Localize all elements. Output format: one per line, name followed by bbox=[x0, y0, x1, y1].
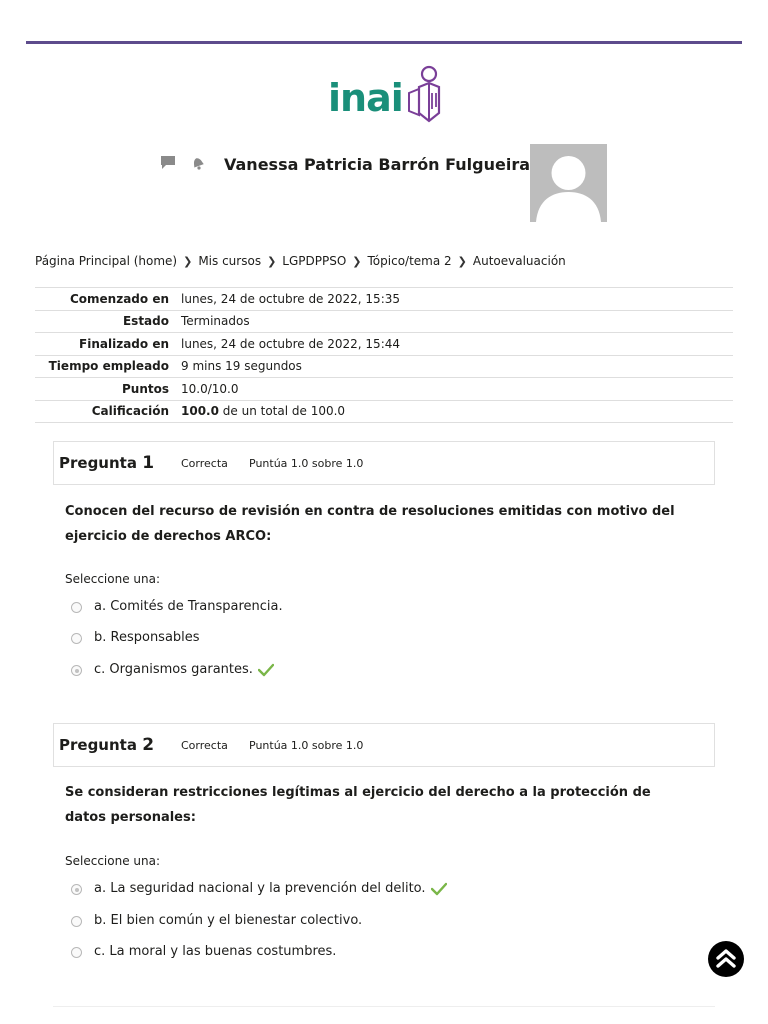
avatar[interactable] bbox=[530, 144, 607, 222]
breadcrumb-course[interactable]: LGPDPPSO bbox=[282, 254, 347, 268]
summary-label: Puntos bbox=[121, 381, 169, 396]
breadcrumb-home[interactable]: Página Principal (home) bbox=[35, 254, 178, 268]
summary-row bbox=[35, 310, 733, 333]
chevron-right-icon: ❯ bbox=[457, 254, 467, 268]
answer-option[interactable] bbox=[71, 599, 283, 614]
answer-option[interactable] bbox=[71, 881, 447, 896]
question-text: Se consideran restricciones legítimas al ejercicio del derecho a la protección de datos personales: bbox=[65, 785, 651, 825]
divider bbox=[53, 1006, 715, 1007]
user-silhouette-icon bbox=[530, 144, 607, 222]
answer-label: c. Organismos garantes. bbox=[94, 662, 253, 677]
user-menu-name[interactable]: Vanessa Patricia Barrón Fulgueira bbox=[224, 154, 531, 174]
summary-label: Calificación bbox=[91, 404, 169, 419]
chevron-right-icon: ❯ bbox=[267, 254, 277, 268]
question-grade: Puntúa 1.0 sobre 1.0 bbox=[249, 738, 364, 752]
answer-prompt: Seleccione una: bbox=[65, 572, 160, 586]
radio-button-selected[interactable] bbox=[71, 665, 82, 676]
attempt-summary-table bbox=[35, 287, 733, 423]
radio-button[interactable] bbox=[71, 602, 82, 613]
chevron-right-icon: ❯ bbox=[183, 254, 193, 268]
answer-label: a. La seguridad nacional y la prevención del delito. bbox=[94, 881, 426, 896]
question-text: Conocen del recurso de revisión en contra de resoluciones emitidas con motivo del ejercicio de derechos ARCO: bbox=[65, 504, 675, 544]
summary-label: Estado bbox=[122, 314, 169, 329]
header-accent-line bbox=[26, 41, 742, 44]
inai-logo[interactable] bbox=[328, 63, 443, 123]
answer-option[interactable] bbox=[71, 944, 336, 959]
answer-label: a. Comités de Transparencia. bbox=[94, 599, 283, 614]
answer-option[interactable] bbox=[71, 662, 274, 677]
answer-option[interactable] bbox=[71, 913, 362, 928]
question-title: Pregunta 1 bbox=[59, 453, 155, 473]
question-number: 2 bbox=[142, 735, 155, 755]
summary-value: lunes, 24 de octubre de 2022, 15:35 bbox=[181, 291, 401, 306]
chevron-up-icon bbox=[714, 948, 738, 970]
radio-button[interactable] bbox=[71, 916, 82, 927]
question-2-header bbox=[53, 723, 715, 767]
radio-button[interactable] bbox=[71, 947, 82, 958]
radio-button-selected[interactable] bbox=[71, 884, 82, 895]
chevron-right-icon: ❯ bbox=[352, 254, 362, 268]
scroll-to-top-button[interactable] bbox=[708, 941, 744, 977]
answer-label: b. Responsables bbox=[94, 630, 200, 645]
logo-reader-icon bbox=[407, 65, 443, 123]
summary-label: Comenzado en bbox=[69, 291, 169, 306]
summary-value: Terminados bbox=[181, 314, 250, 329]
summary-row bbox=[35, 333, 733, 356]
logo-text: inai bbox=[328, 76, 403, 120]
grade-value: 100.0 bbox=[181, 404, 219, 419]
summary-value bbox=[175, 400, 733, 423]
correct-check-icon bbox=[431, 882, 447, 896]
summary-label: Tiempo empleado bbox=[48, 359, 169, 374]
summary-row bbox=[35, 355, 733, 378]
answer-prompt: Seleccione una: bbox=[65, 854, 160, 868]
summary-row bbox=[35, 378, 733, 401]
radio-button[interactable] bbox=[71, 633, 82, 644]
bell-icon[interactable] bbox=[190, 155, 206, 174]
question-title: Pregunta 2 bbox=[59, 735, 155, 755]
grade-total: de un total de 100.0 bbox=[222, 404, 346, 419]
correct-check-icon bbox=[258, 663, 274, 677]
summary-row bbox=[35, 400, 733, 423]
question-1-header bbox=[53, 441, 715, 485]
summary-value: 9 mins 19 segundos bbox=[181, 359, 302, 374]
speech-bubble-icon[interactable] bbox=[160, 155, 176, 174]
breadcrumb bbox=[35, 254, 566, 268]
summary-value: 10.0/10.0 bbox=[181, 381, 239, 396]
answer-label: b. El bien común y el bienestar colectivo. bbox=[94, 913, 363, 928]
breadcrumb-topic[interactable]: Tópico/tema 2 bbox=[367, 254, 452, 268]
user-bar bbox=[160, 152, 547, 176]
summary-label: Finalizado en bbox=[79, 336, 169, 351]
question-number: 1 bbox=[142, 453, 155, 473]
question-state: Correcta bbox=[181, 738, 228, 752]
question-state: Correcta bbox=[181, 456, 228, 470]
breadcrumb-current[interactable]: Autoevaluación bbox=[472, 254, 566, 268]
summary-row bbox=[35, 288, 733, 311]
answer-label: c. La moral y las buenas costumbres. bbox=[94, 944, 337, 959]
summary-value: lunes, 24 de octubre de 2022, 15:44 bbox=[181, 336, 401, 351]
question-grade: Puntúa 1.0 sobre 1.0 bbox=[249, 456, 364, 470]
breadcrumb-my-courses[interactable]: Mis cursos bbox=[198, 254, 262, 268]
answer-option[interactable] bbox=[71, 630, 200, 645]
